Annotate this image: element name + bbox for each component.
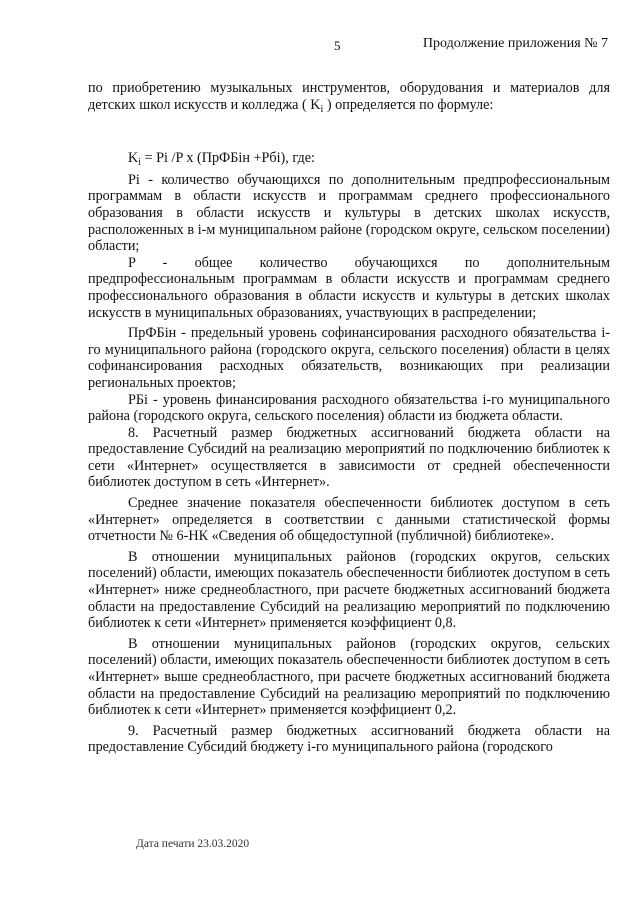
paragraph-8: 8. Расчетный размер бюджетных ассигнований бюджета области на предоставление Субсидий на реализацию мероприятий по подключению библиотек к сети «Интернет» осуществляется в зависимости от средней обеспеченности библиотек доступом в сеть «Интернет». — [88, 424, 610, 491]
intro-subscript: i — [320, 103, 324, 115]
definition-p: P - общее количество обучающихся по дополнительным предпрофессиональным программам в области искусств и программам среднего профессионального образования в области искусств и культуры в детских школах искусств в муниципальных образованиях, участвующих в распределении; — [88, 254, 610, 321]
formula — [128, 150, 610, 172]
page-number: 5 — [334, 38, 341, 53]
appendix-label: Продолжение приложения № 7 — [422, 36, 608, 51]
definition-prfb: ПрФБiн - предельный уровень софинансирования расходного обязательства i-го муниципального района (городского округа, сельского поселения) области в целях софинансирования расходных обязательств, возникающих при реализации региональных проектов; — [88, 325, 610, 391]
paragraph-below-average: В отношении муниципальных районов (городских округов, сельских поселений) области, имеющих показатель обеспеченности библиотек доступом в сеть «Интернет» ниже среднеобластного, при расчете бюджетных ассигнований бюджета области на предоставление Субсидий на реализацию мероприятий по подключению библиотек к сети «Интернет» применяется коэффициент 0,8. — [88, 548, 610, 632]
intro-paragraph — [88, 80, 610, 118]
definition-rb: РБi - уровень финансирования расходного обязательства i-го муниципального района (городского округа, сельского поселения) области из бюджета области. — [88, 391, 610, 425]
formula-lhs: K — [128, 150, 139, 167]
formula-subscript: i — [138, 157, 142, 169]
paragraph-9: 9. Расчетный размер бюджетных ассигнований бюджета области на предоставление Субсидий бюджету i-го муниципального района (городского — [88, 722, 610, 756]
intro-end-text: ) определяется по формуле: — [323, 96, 494, 113]
definition-pi: Pi - количество обучающихся по дополнительным предпрофессиональным программам в области искусств и программам среднего профессионального образования в области искусств и культуры в детских школах искусств, расположенных в i-м муниципальном районе (городском округе, сельском поселении) области; — [88, 171, 610, 255]
paragraph-average: Среднее значение показателя обеспеченности библиотек доступом в сеть «Интернет» определяется в соответствии с данными статистической формы отчетности № 6-НК «Сведения об общедоступной (публичной) библиотеке». — [88, 495, 610, 545]
paragraph-above-average: В отношении муниципальных районов (городских округов, сельских поселений) области, имеющих показатель обеспеченности библиотек доступом в сеть «Интернет» выше среднеобластного, при расчете бюджетных ассигнований бюджета области на предоставление Субсидий на реализацию мероприятий по подключению библиотек к сети «Интернет» применяется коэффициент 0,2. — [88, 635, 610, 719]
formula-rhs: = Pi /P x (ПрФБiн +Рбi), где: — [141, 150, 315, 167]
print-date: Дата печати 23.03.2020 — [136, 838, 250, 850]
intro-text: по приобретению музыкальных инструментов, оборудования и материалов для детских школ искусств и колледжа ( K — [88, 80, 610, 113]
document-body — [88, 80, 610, 756]
